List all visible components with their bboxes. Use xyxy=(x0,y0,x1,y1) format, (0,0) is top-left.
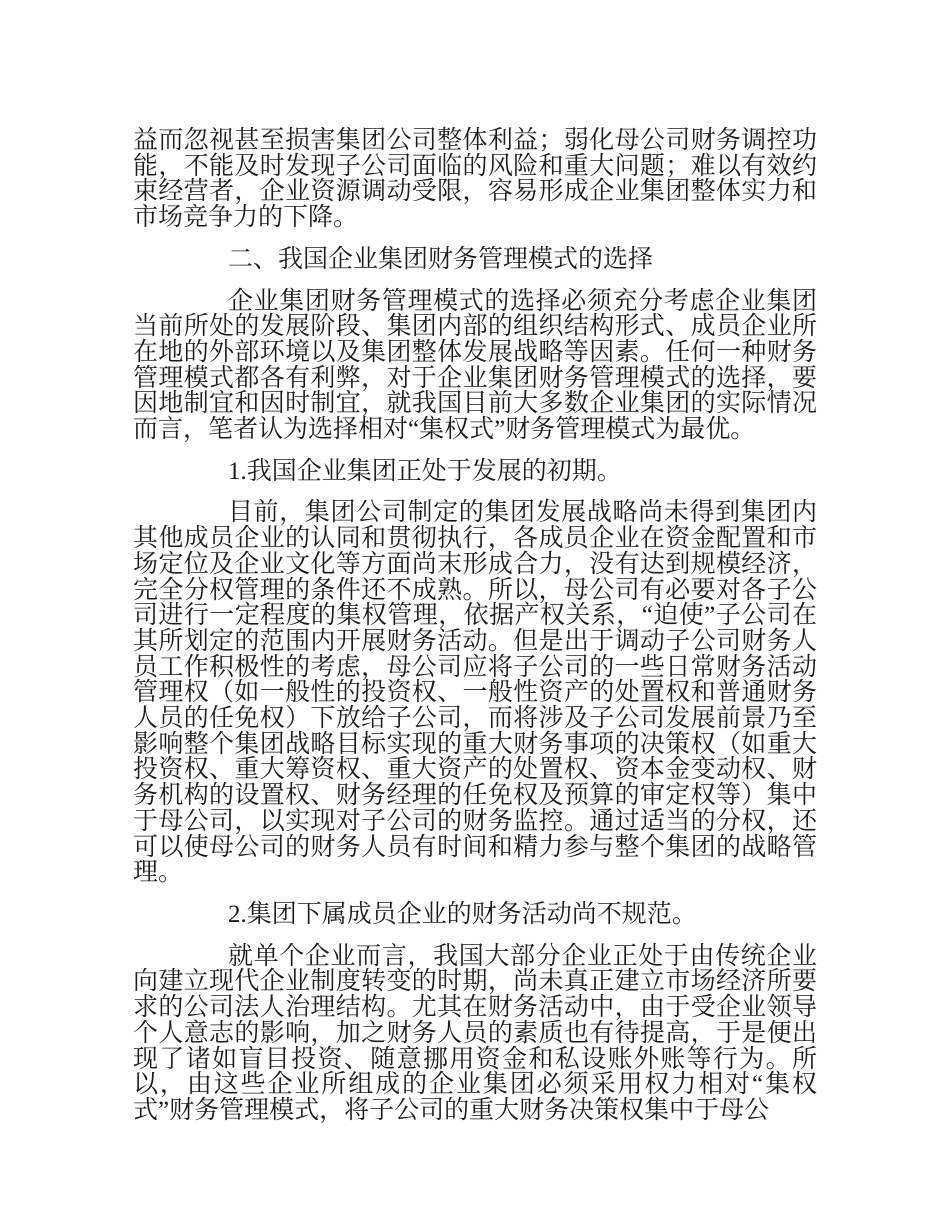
document-text-body xyxy=(133,128,817,1124)
subsection-heading-early-development-stage: 1.我国企业集团正处于发展的初期。 xyxy=(228,457,622,485)
paragraph-member-enterprise-issues: 就单个企业而言，我国大部分企业正处于由传统企业向建立现代企业制度转变的时期，尚未真正建立市场经济所要求的公司法人治理结构。尤其在财务活动中，由于受企业领导个人意志的影响，加之财务人员的素质也有待提高，于是便出现了诸如盲目投资、随意挪用资金和私设账外账等行为。所以，由这些企业所组成的企业集团必须采用权力相对“集权式”财务管理模式，将子公司的重大财务决策权集中于母公 xyxy=(133,942,817,1124)
paragraph-centralized-management-rationale: 目前，集团公司制定的集团发展战略尚未得到集团内其他成员企业的认同和贯彻执行，各成员企业在资金配置和市场定位及企业文化等方面尚末形成合力，没有达到规模经济，完全分权管理的条件还不成熟。所以，母公司有必要对各子公司进行一定程度的集权管理，依据产权关系，“迫使”子公司在其所划定的范围内开展财务活动。但是出于调动子公司财务人员工作积极性的考虑，母公司应将子公司的一些日常财务活动管理权（如一般性的投资权、一般性资产的处置权和普通财务人员的任免权）下放给子公司，而将涉及子公司发展前景乃至影响整个集团战略目标实现的重大财务事项的决策权（如重大投资权、重大筹资权、重大资产的处置权、资本金变动权、财务机构的设置权、财务经理的任免权及预算的审定权等）集中于母公司，以实现对子公司的财务监控。通过适当的分权，还可以使母公司的财务人员有时间和精力参与整个集团的战略管理。 xyxy=(133,499,817,887)
paragraph-continued-from-previous-page: 益而忽视甚至损害集团公司整体利益；弱化母公司财务调控功能，不能及时发现子公司面临的风险和重大问题；难以有效约束经营者，企业资源调动受限，容易形成企业集团整体实力和市场竞争力的下降。 xyxy=(133,127,817,232)
section-heading-model-selection: 二、我国企业集团财务管理模式的选择 xyxy=(228,245,654,273)
subsection-heading-irregular-financial-activities: 2.集团下属成员企业的财务活动尚不规范。 xyxy=(228,900,697,928)
paragraph-model-selection-factors: 企业集团财务管理模式的选择必须充分考虑企业集团当前所处的发展阶段、集团内部的组织结构形式、成员企业所在地的外部环境以及集团整体发展战略等因素。任何一种财务管理模式都各有利弊，对于企业集团财务管理模式的选择，要因地制宜和因时制宜，就我国目前大多数企业集团的实际情况而言，笔者认为选择相对“集权式”财务管理模式为最优。 xyxy=(133,287,817,444)
